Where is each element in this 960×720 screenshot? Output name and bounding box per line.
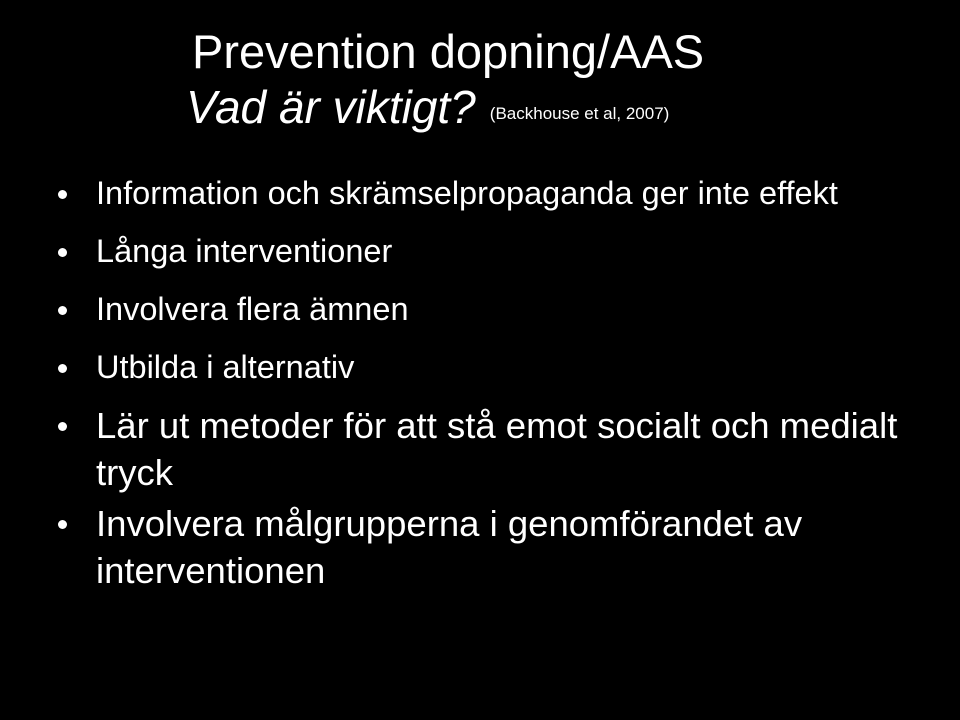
bullet-dot-icon bbox=[58, 248, 67, 257]
bullet-item bbox=[58, 286, 938, 332]
bullet-dot-icon bbox=[58, 364, 67, 373]
citation: (Backhouse et al, 2007) bbox=[489, 104, 670, 123]
bullet-item bbox=[58, 500, 938, 594]
slide-title: Prevention dopning/AAS bbox=[192, 25, 705, 78]
bullet-item bbox=[58, 228, 938, 274]
bullet-text: Involvera målgrupperna i genomförandet av interventionen bbox=[96, 503, 803, 591]
bullet-item bbox=[58, 344, 938, 390]
slide-subtitle: Vad är viktigt? bbox=[186, 81, 476, 133]
bullet-text: Information och skrämselpropaganda ger inte effekt bbox=[96, 175, 838, 211]
bullet-dot-icon bbox=[58, 190, 67, 199]
bullet-text: Långa interventioner bbox=[96, 233, 393, 269]
bullet-text: Utbilda i alternativ bbox=[96, 349, 355, 385]
bullet-list bbox=[58, 170, 938, 598]
bullet-dot-icon bbox=[58, 306, 67, 315]
bullet-text: Involvera flera ämnen bbox=[96, 291, 409, 327]
bullet-dot-icon bbox=[58, 520, 67, 529]
bullet-text: Lär ut metoder för att stå emot socialt och medialt tryck bbox=[96, 405, 898, 493]
bullet-item bbox=[58, 402, 938, 496]
slide-subtitle-row bbox=[186, 81, 670, 133]
bullet-dot-icon bbox=[58, 422, 67, 431]
bullet-item bbox=[58, 170, 938, 216]
